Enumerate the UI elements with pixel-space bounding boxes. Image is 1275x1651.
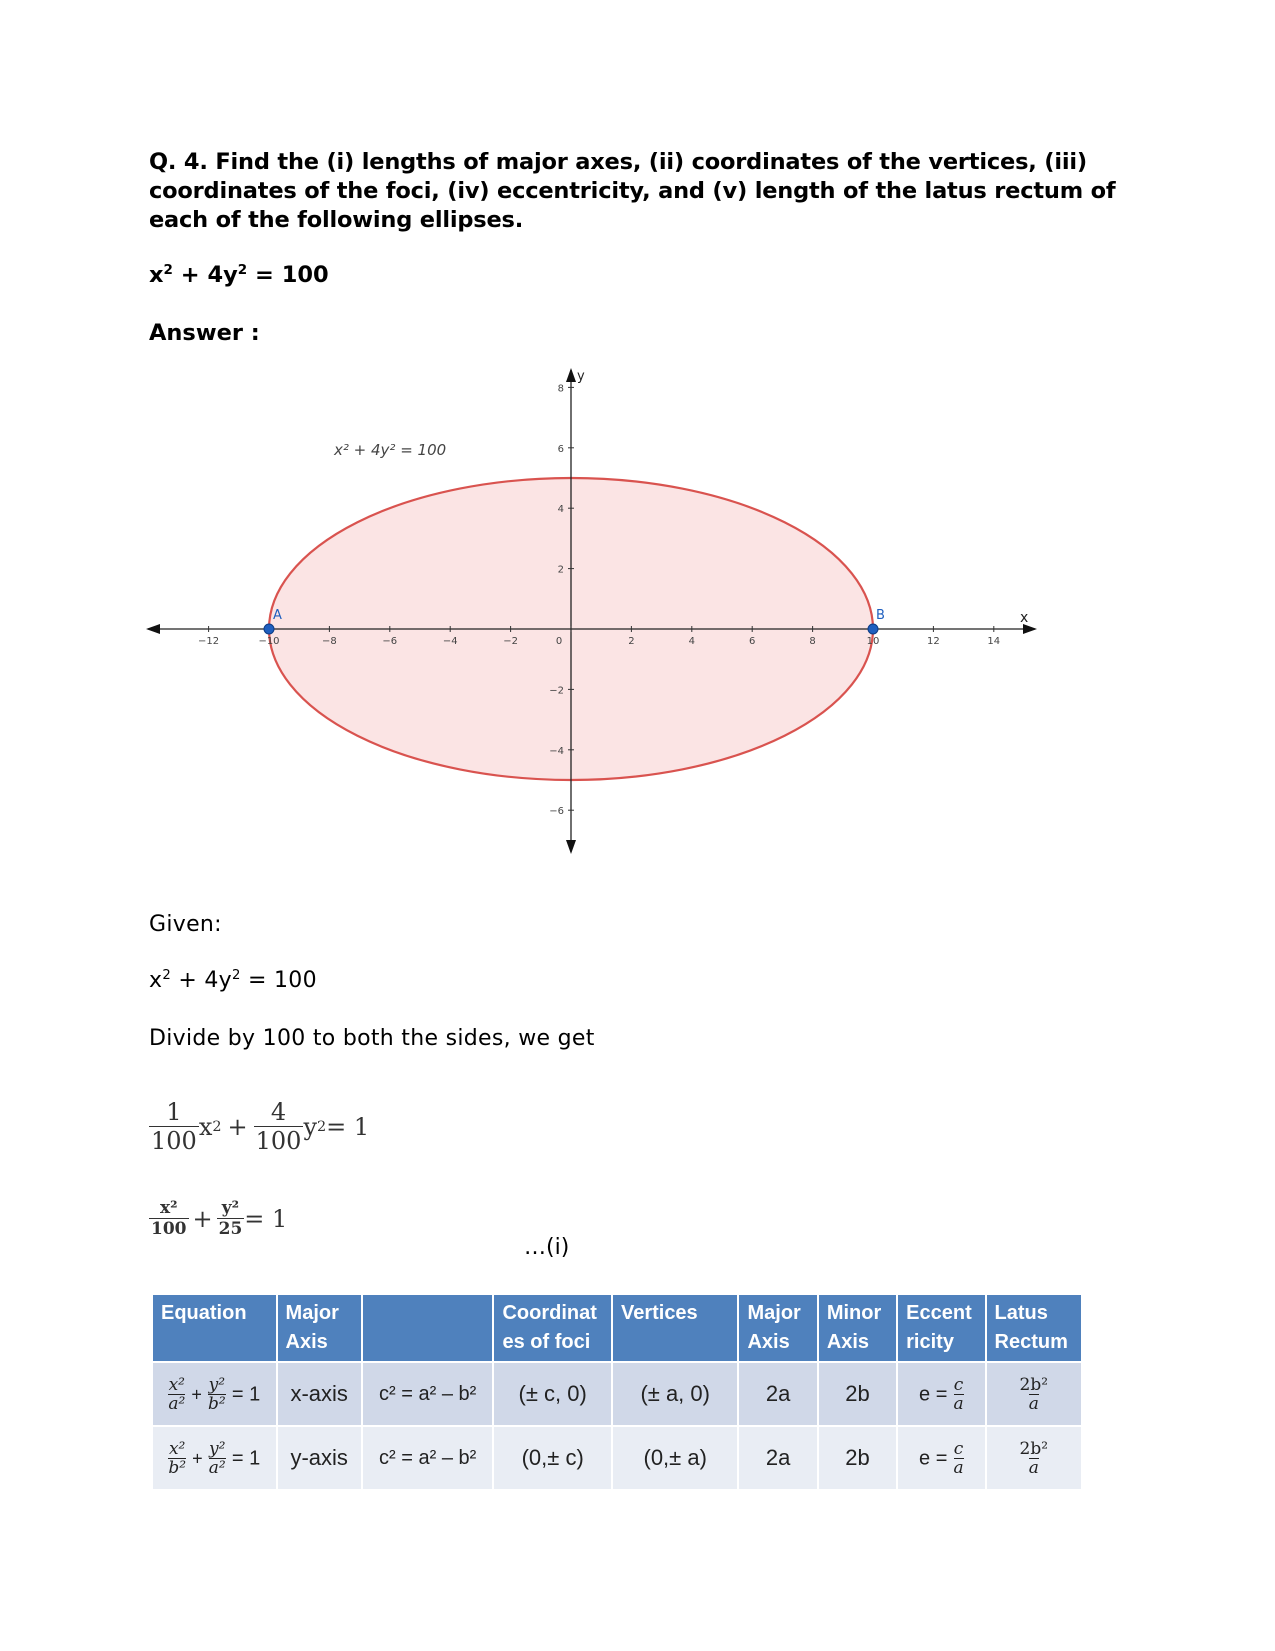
latus-rectum-cell: $\frac{\text{2b²}}{a}$ <box>986 1426 1082 1490</box>
fraction-1-over-100: $\frac{1}{100}$ <box>151 1098 197 1155</box>
x-tick-label: 10 <box>866 636 880 647</box>
relation-cell: c² = a² – b² <box>362 1426 494 1490</box>
table-row <box>152 1362 1082 1426</box>
y-axis-label: y <box>577 369 585 384</box>
x-axis-left-arrow <box>146 624 160 634</box>
header-major-axis-length: Major Axis <box>738 1294 817 1362</box>
divide-text: Divide by 100 to both the sides, we get <box>149 1026 595 1051</box>
minor-cell: 2b <box>818 1362 897 1426</box>
latus-rectum-cell: $\frac{\text{2b²}}{a}$ <box>986 1362 1082 1426</box>
x-tick-label: −2 <box>503 636 518 647</box>
fraction-4-over-100: $\frac{4}{100}$ <box>255 1098 302 1155</box>
y-tick-label: −6 <box>549 806 564 818</box>
header-eccentricity: Eccent ricity <box>897 1294 985 1362</box>
ellipse-reference-table <box>151 1293 1083 1491</box>
header-minor-axis-length: Minor Axis <box>818 1294 897 1362</box>
major-cell: 2a <box>738 1362 817 1426</box>
fraction-x2-over-100: $\frac{\text{x²}}{100}$ <box>151 1198 187 1239</box>
y-axis-down-arrow <box>566 840 576 854</box>
table-row <box>152 1426 1082 1490</box>
axis-cell: y-axis <box>277 1426 362 1490</box>
x-tick-label: 8 <box>809 636 816 647</box>
eccentricity-cell: e = $\frac{c}{a}$ <box>897 1362 985 1426</box>
y-tick-label: 2 <box>557 564 564 576</box>
header-major-axis: Major Axis <box>277 1294 362 1362</box>
header-foci: Coordinat es of foci <box>493 1294 612 1362</box>
step1-equation: $\frac{1}{100}$ x 2 + $\frac{4}{100}$ y 2 = 1 <box>151 1098 370 1155</box>
step2-equation: $\frac{\text{x²}}{100}$ + $\frac{\text{y²}}{25}$ = 1 <box>151 1198 288 1239</box>
x-tick-label: 6 <box>749 636 756 647</box>
major-cell: 2a <box>738 1426 817 1490</box>
header-latus-rectum: Latus Rectum <box>986 1294 1082 1362</box>
x-tick-label: 14 <box>987 636 1001 647</box>
table-header-row <box>152 1294 1082 1362</box>
x-tick-label: −12 <box>198 636 220 647</box>
x-axis-label: x <box>1020 610 1029 626</box>
x-tick-label: 12 <box>927 636 940 647</box>
equation-cell: $\frac{\text{x²}}{\text{b²}}$ + $\frac{\text{y²}}{\text{a²}}$ = 1 <box>152 1426 277 1490</box>
x-tick-label: 4 <box>688 636 695 647</box>
vertices-cell: (± a, 0) <box>612 1362 739 1426</box>
point-b-marker <box>868 624 878 634</box>
minor-cell: 2b <box>818 1426 897 1490</box>
given-equation: $x^2 + 4y^2 = 100$ <box>149 968 317 993</box>
y-tick-label: −2 <box>549 685 564 697</box>
equation-cell: $\frac{\text{x²}}{\text{a²}}$ + $\frac{\text{y²}}{\text{b²}}$ = 1 <box>152 1362 277 1426</box>
header-vertices: Vertices <box>612 1294 739 1362</box>
equation-tag: …(i) <box>524 1235 570 1260</box>
y-tick-label: 4 <box>557 504 564 516</box>
y-tick-label: 8 <box>557 383 564 395</box>
eccentricity-cell: e = $\frac{c}{a}$ <box>897 1426 985 1490</box>
relation-cell: c² = a² – b² <box>362 1362 494 1426</box>
point-a-label: A <box>273 608 282 623</box>
point-a-marker <box>264 624 274 634</box>
foci-cell: (± c, 0) <box>493 1362 612 1426</box>
ellipse-graph <box>140 366 1100 886</box>
x-tick-label: −10 <box>258 636 280 647</box>
axis-cell: x-axis <box>277 1362 362 1426</box>
y-tick-label: 6 <box>557 443 564 455</box>
vertices-cell: (0,± a) <box>612 1426 739 1490</box>
x-tick-label: −6 <box>382 636 398 647</box>
x-tick-label: −8 <box>322 636 337 647</box>
x-tick-label: 2 <box>628 636 635 647</box>
foci-cell: (0,± c) <box>493 1426 612 1490</box>
given-label: Given: <box>149 912 222 937</box>
graph-equation-label: x² + 4y² = 100 <box>334 441 447 459</box>
x-tick-label: −4 <box>442 636 458 647</box>
y-axis-up-arrow <box>566 368 576 382</box>
y-tick-label: −4 <box>549 745 564 757</box>
header-equation: Equation <box>152 1294 277 1362</box>
question-text: Q. 4. Find the (i) lengths of major axes, (ii) coordinates of the vertices, (iii) coordinates of the foci, (iv) eccentricity, and (v) length of the latus rectum of each of the following ellipses. <box>149 149 1116 233</box>
answer-label: Answer : <box>149 320 260 346</box>
header-relation <box>362 1294 494 1362</box>
point-b-label: B <box>876 608 885 623</box>
fraction-y2-over-25: $\frac{\text{y²}}{25}$ <box>218 1198 243 1239</box>
x-tick-label: 0 <box>555 636 563 647</box>
equation-heading: $x^2 + 4y^2 = 100$ <box>149 261 329 288</box>
